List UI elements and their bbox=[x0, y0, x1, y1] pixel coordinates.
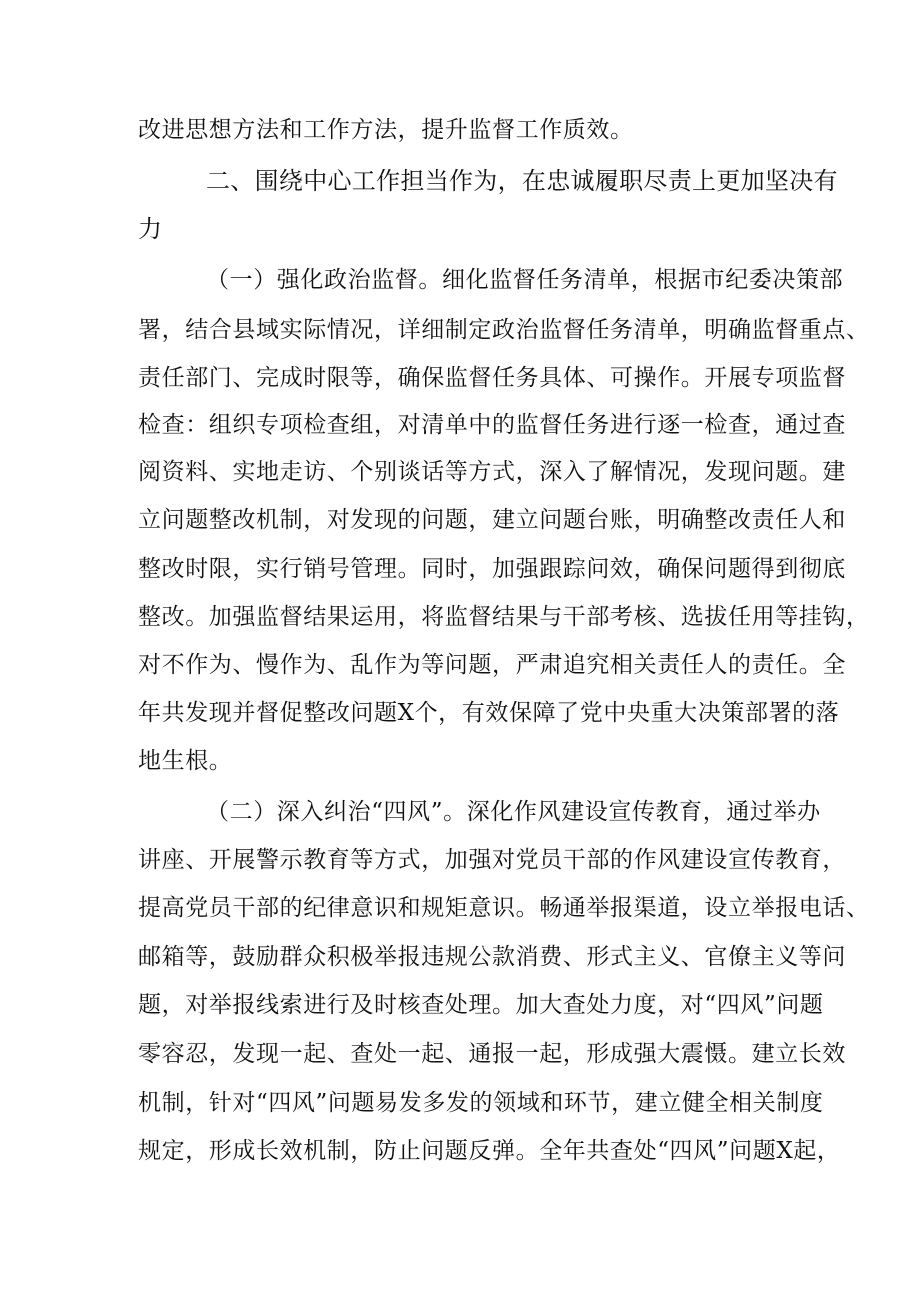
paragraph-1-line: 整改。加强监督结果运用，将监督结果与干部考核、选拔任用等挂钩， bbox=[138, 604, 870, 630]
paragraph-1-line: 检查：组织专项检查组，对清单中的监督任务进行逐一检查，通过查 bbox=[138, 412, 846, 438]
paragraph-1-line: 责任部门、完成时限等，确保监督任务具体、可操作。开展专项监督 bbox=[138, 365, 846, 391]
paragraph-1-line: 立问题整改机制，对发现的问题，建立问题台账，明确整改责任人和 bbox=[138, 507, 846, 533]
section-heading: 二、围绕中心工作担当作为，在忠诚履职尽责上更加坚决有 bbox=[206, 167, 838, 195]
paragraph-2-line: 规定，形成长效机制，防止问题反弹。全年共查处“四风”问题X起， bbox=[138, 1138, 841, 1164]
paragraph-1-last-line: 地生根。 bbox=[138, 748, 233, 774]
paragraph-2-line: 零容忍，发现一起、查处一起、通报一起，形成强大震慑。建立长效 bbox=[138, 1041, 846, 1067]
paragraph-2-line: （二）深入纠治“四风”。深化作风建设宣传教育，通过举办 bbox=[206, 799, 821, 825]
paragraph-1-line: 年共发现并督促整改问题X个，有效保障了党中央重大决策部署的落 bbox=[138, 700, 840, 726]
paragraph-1-line: 对不作为、慢作为、乱作为等问题，严肃追究相关责任人的责任。全 bbox=[138, 652, 846, 678]
paragraph-2-line: 邮箱等，鼓励群众积极举报违规公款消费、形式主义、官僚主义等问 bbox=[138, 944, 846, 970]
text-line-continuation: 改进思想方法和工作方法，提升监督工作质效。 bbox=[138, 117, 634, 143]
paragraph-1-line: （一）强化政治监督。细化监督任务清单，根据市纪委决策部 bbox=[206, 267, 844, 293]
paragraph-2-line: 机制，针对“四风”问题易发多发的领域和环节，建立健全相关制度 bbox=[138, 1090, 824, 1116]
paragraph-2-line: 提高党员干部的纪律意识和规矩意识。畅通举报渠道，设立举报电话、 bbox=[138, 895, 870, 921]
paragraph-1-line: 署，结合县域实际情况，详细制定政治监督任务清单，明确监督重点、 bbox=[138, 317, 870, 343]
paragraph-2-line: 讲座、开展警示教育等方式，加强对党员干部的作风建设宣传教育， bbox=[138, 847, 846, 873]
paragraph-2-line: 题，对举报线索进行及时核查处理。加大查处力度，对“四风”问题 bbox=[138, 992, 824, 1018]
paragraph-1-line: 整改时限，实行销号管理。同时，加强跟踪问效，确保问题得到彻底 bbox=[138, 556, 846, 582]
paragraph-1-line: 阅资料、实地走访、个别谈话等方式，深入了解情况，发现问题。建 bbox=[138, 459, 846, 485]
section-heading-continued: 力 bbox=[138, 215, 163, 243]
